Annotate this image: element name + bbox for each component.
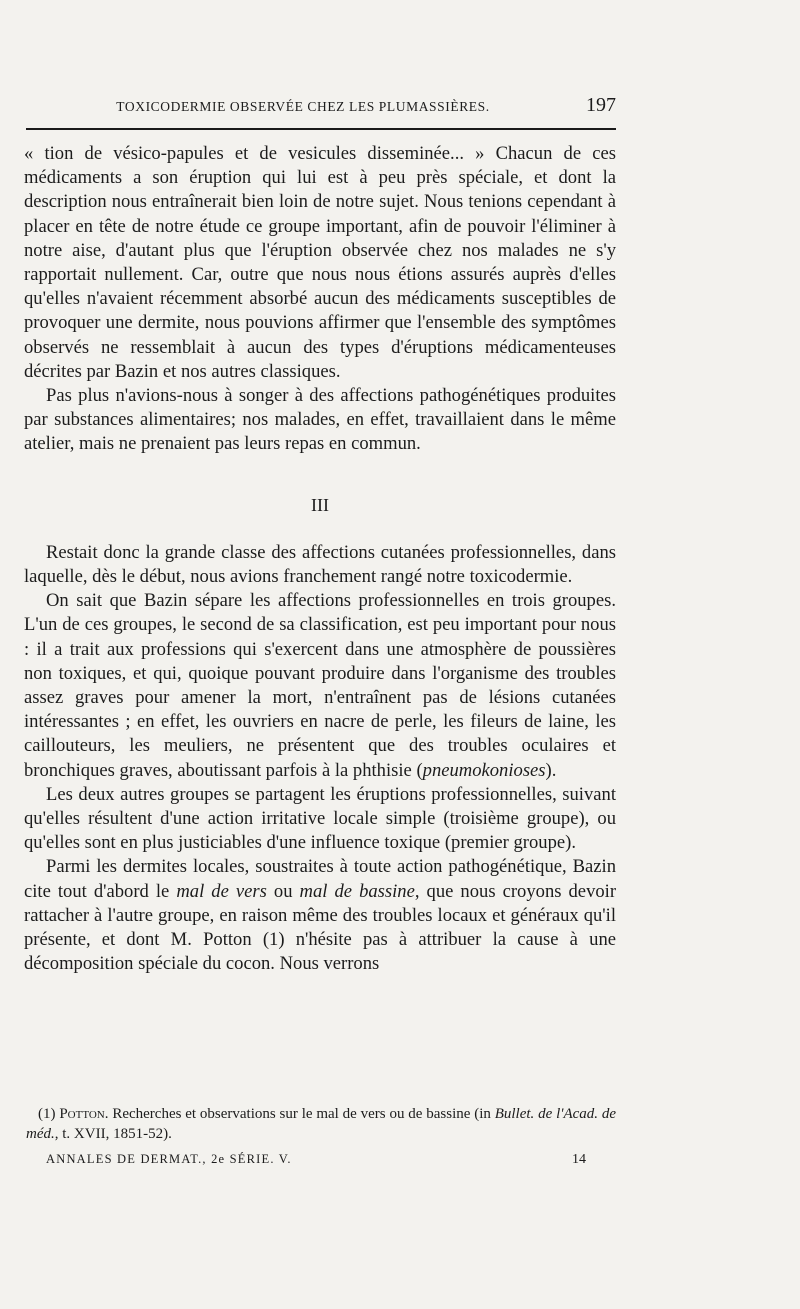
footnote-marker: (1) <box>38 1106 56 1122</box>
page-number: 197 <box>586 94 616 116</box>
italic-term-1: mal de vers <box>176 880 267 902</box>
footnote-text: . Recherches et observations sur le mal de vers ou de bassine (in <box>104 1106 495 1122</box>
italic-term: pneumokonioses <box>422 759 546 781</box>
paragraph-3: Restait donc la grande classe des affections cutanées professionnelles, dans laquelle, dès le début, nous avions franchement rangé notre toxicodermie. <box>24 541 616 588</box>
paragraph-6-text-b: ou <box>266 880 300 902</box>
paragraph-4-end: ). <box>545 759 557 781</box>
footnote-journal: Bullet. de l'Acad. de méd. <box>26 1106 616 1142</box>
paragraph-4 <box>24 589 616 783</box>
paragraph-2: Pas plus n'avions-nous à songer à des affections pathogénétiques produites par substances alimentaires; nos malades, en effet, travaillaient dans le même atelier, mais ne prenaient pas leurs repas en commun. <box>24 385 616 455</box>
footnote-author: Potton <box>59 1106 105 1122</box>
paragraph-6-text-c: , que nous croyons devoir rattacher à l'autre groupe, en raison même des troubles locaux et généraux qu'il présente, et dont M. Potton (1) n'hésite pas à attribuer la cause à une décomposition spéciale du cocon. Nous verrons <box>24 880 617 975</box>
footer-signature: 14 <box>572 1152 586 1167</box>
body-text <box>24 142 616 977</box>
paragraph-6-text-a: Parmi les dermites locales, soustraites à toute action pathogénétique, Bazin cite tout d'abord le <box>24 856 616 902</box>
running-title: TOXICODERMIE OBSERVÉE CHEZ LES PLUMASSIÈRES. <box>116 99 490 114</box>
header-rule <box>26 128 616 130</box>
italic-term-2: mal de bassine <box>299 880 415 902</box>
paragraph-6 <box>24 855 616 976</box>
footer-journal: ANNALES DE DERMAT., 2e SÉRIE. V. <box>46 1152 292 1166</box>
paragraph-5: Les deux autres groupes se partagent les éruptions professionnelles, suivant qu'elles résultent d'une action irritative locale simple (troisième groupe), ou qu'elles sont en plus justiciables d'une influence toxique (premier groupe). <box>24 783 616 854</box>
section-heading: III <box>311 494 329 515</box>
paragraph-4-text: On sait que Bazin sépare les affections professionnelles en trois groupes. L'un de ces groupes, le second de sa classification, est peu important pour nous : il a trait aux professions qui s'exercent dans une atmosphère de poussières non toxiques, et qui, quoique pouvant produire dans l'organisme des troubles assez graves pour amener la mort, n'entraînent pas de lésions cutanées intéressantes ; en effet, les ouvriers en nacre de perle, les fileurs de laine, les caillouteurs, les meuliers, ne présentent que des troubles oculaires et bronchiques graves, aboutissant parfois à la phthisie ( <box>24 590 616 781</box>
paragraph-1: « tion de vésico-papules et de vesicules disseminée... » Chacun de ces médicaments a son éruption qui lui est à peu près spéciale, et dont la description nous entraînerait bien loin de notre sujet. Nous tenions cependant à placer en tête de notre étude ce groupe important, afin de pouvoir l'éliminer à notre aise, d'autant plus que l'éruption observée chez nos malades ne s'y rapportait nullement. Car, outre que nous nous étions assurés auprès d'elles qu'elles n'avaient récemment absorbé aucun des médicaments susceptibles de provoquer une dermite, nous pouvions affirmer que l'ensemble des symptômes observés ne ressemblait à aucun des types d'éruptions médicamenteuses décrites par Bazin et nos autres classiques. <box>24 143 616 382</box>
footnote <box>26 1104 616 1144</box>
running-header <box>26 94 616 117</box>
footnote-end: , t. XVII, 1851-52). <box>54 1126 172 1142</box>
page-footer <box>46 1152 586 1168</box>
